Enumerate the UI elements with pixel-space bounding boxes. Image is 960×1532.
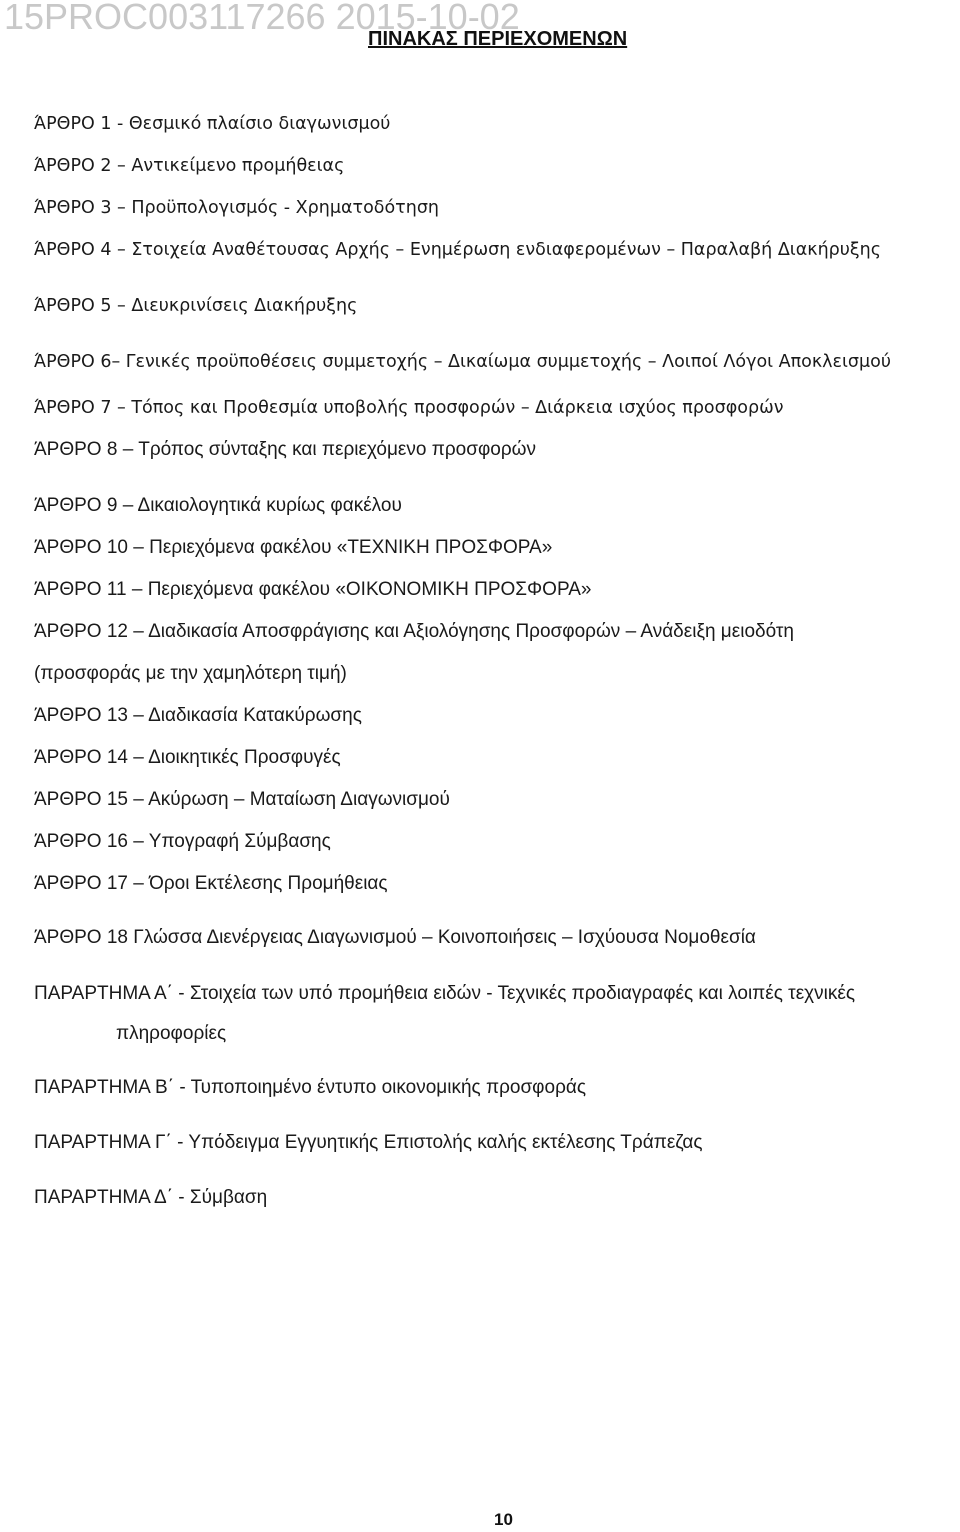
toc-entry: ΠΑΡΑΡΤΗΜΑ Γ΄ - Υπόδειγμα Εγγυητικής Επιστολής καλής εκτέλεσης Τράπεζας — [34, 1132, 703, 1153]
toc-entry: ΠΑΡΑΡΤΗΜΑ Α΄ - Στοιχεία των υπό προμήθεια ειδών - Τεχνικές προδιαγραφές και λοιπές τεχνικές — [34, 983, 855, 1004]
toc-entry: ΆΡΘΡΟ 12 – Διαδικασία Αποσφράγισης και Αξιολόγησης Προσφορών – Ανάδειξη μειοδότη — [34, 621, 794, 642]
toc-entry: ΆΡΘΡΟ 2 – Αντικείμενο προμήθειας — [34, 156, 345, 176]
toc-entry-continuation: (προσφοράς με την χαμηλότερη τιμή) — [34, 663, 347, 684]
toc-entry: ΆΡΘΡΟ 11 – Περιεχόμενα φακέλου «ΟΙΚΟΝΟΜΙΚΗ ΠΡΟΣΦΟΡΑ» — [34, 579, 592, 600]
toc-entry: ΆΡΘΡΟ 3 – Προϋπολογισμός - Χρηματοδότηση — [34, 198, 439, 218]
toc-entry: ΆΡΘΡΟ 17 – Όροι Εκτέλεσης Προμήθειας — [34, 873, 388, 894]
toc-entry: ΠΑΡΑΡΤΗΜΑ Β΄ - Τυποποιημένο έντυπο οικονομικής προσφοράς — [34, 1077, 587, 1098]
toc-entry: ΆΡΘΡΟ 14 – Διοικητικές Προσφυγές — [34, 747, 341, 768]
toc-entry: ΆΡΘΡΟ 13 – Διαδικασία Κατακύρωσης — [34, 705, 362, 726]
toc-entry-continuation: πληροφορίες — [116, 1023, 227, 1044]
toc-entry: ΆΡΘΡΟ 8 – Τρόπος σύνταξης και περιεχόμενο προσφορών — [34, 439, 536, 460]
document-watermark: 15PROC003117266 2015-10-02 — [4, 0, 520, 37]
toc-entry: ΆΡΘΡΟ 9 – Δικαιολογητικά κυρίως φακέλου — [34, 495, 402, 516]
toc-entry: ΆΡΘΡΟ 1 - Θεσμικό πλαίσιο διαγωνισμού — [34, 114, 391, 134]
toc-entry: ΆΡΘΡΟ 7 – Τόπος και Προθεσμία υποβολής προσφορών – Διάρκεια ισχύος προσφορών — [34, 398, 784, 418]
toc-entry: ΆΡΘΡΟ 18 Γλώσσα Διενέργειας Διαγωνισμού – Κοινοποιήσεις – Ισχύουσα Νομοθεσία — [34, 927, 756, 948]
toc-entry: ΆΡΘΡΟ 6– Γενικές προϋποθέσεις συμμετοχής – Δικαίωμα συμμετοχής – Λοιποί Λόγοι Αποκλεισμού — [34, 352, 891, 372]
toc-entry: ΆΡΘΡΟ 10 – Περιεχόμενα φακέλου «ΤΕΧΝΙΚΗ ΠΡΟΣΦΟΡΑ» — [34, 537, 553, 558]
toc-entry: ΆΡΘΡΟ 5 – Διευκρινίσεις Διακήρυξης — [34, 296, 358, 316]
toc-entry: ΆΡΘΡΟ 15 – Ακύρωση – Ματαίωση Διαγωνισμού — [34, 789, 450, 810]
toc-entry: ΆΡΘΡΟ 16 – Υπογραφή Σύμβασης — [34, 831, 331, 852]
toc-entry: ΆΡΘΡΟ 4 – Στοιχεία Αναθέτουσας Αρχής – Ενημέρωση ενδιαφερομένων – Παραλαβή Διακήρυξης — [34, 240, 882, 260]
toc-entry: ΠΑΡΑΡΤΗΜΑ Δ΄ - Σύμβαση — [34, 1187, 268, 1208]
page-number: 10 — [494, 1510, 513, 1529]
page-title: ΠΙΝΑΚΑΣ ΠΕΡΙΕΧΟΜΕΝΩΝ — [368, 28, 628, 50]
